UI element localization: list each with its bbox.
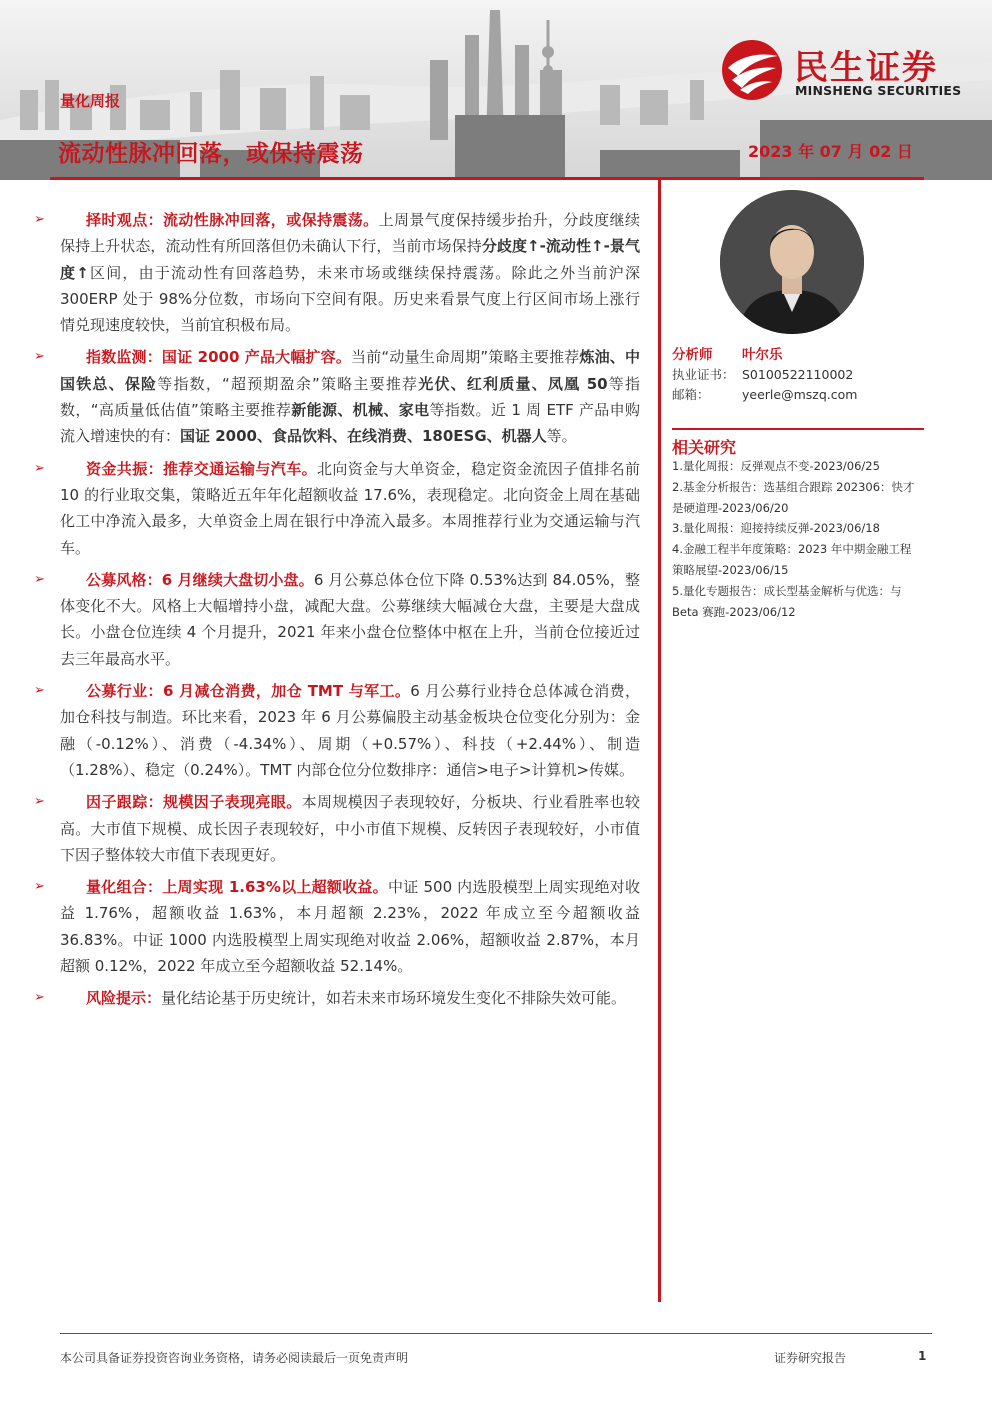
analyst-portrait-image bbox=[720, 190, 864, 334]
paragraph-text: 中证 500 内选股模型上周实现绝对收益 1.76%，超额收益 1.63%，本月超额 2.23%，2022 年成立至今超额收益 36.83%。中证 1000 内选股模型上周实现绝对收益 2.06%，超额收益 2.87%，本月超额 0.12%，2022 年成立至今超额收益 52.14%。 bbox=[60, 878, 640, 976]
report-title: 流动性脉冲回落，或保持震荡 bbox=[58, 141, 364, 167]
paragraph-text: 等指数，“超预期盈余”策略主要推荐 bbox=[157, 374, 419, 393]
paragraph-lead: 量化组合：上周实现 1.63%以上超额收益。 bbox=[86, 878, 388, 897]
footer-disclaimer: 本公司具备证券投资咨询业务资格，请务必阅读最后一页免责声明 bbox=[60, 1351, 409, 1365]
logo-text-en: MINSHENG SECURITIES bbox=[795, 83, 962, 98]
paragraph-lead: 资金共振：推荐交通运输与汽车。 bbox=[86, 459, 317, 478]
logo-text-cn: 民生证券 bbox=[794, 48, 938, 88]
paragraph-bold: 光伏、红利质量、凤凰 50 bbox=[418, 374, 608, 393]
page-number: 1 bbox=[918, 1349, 927, 1363]
paragraph-factor-tracking bbox=[34, 789, 640, 868]
paragraph-text: 北向资金与大单资金，稳定资金流因子值排名前 10 的行业取交集，策略近五年年化超额收益 17.6%，表现稳定。北向资金上周在基础化工中净流入最多，大单资金上周在银行中净流入最多。本周推荐行业为交通运输与汽车。 bbox=[60, 459, 640, 557]
related-research-list bbox=[672, 456, 920, 622]
related-research-title: 相关研究 bbox=[672, 428, 924, 456]
bullet-arrow-icon: ➢ bbox=[34, 349, 45, 365]
email-row bbox=[672, 384, 924, 404]
paragraph-bold: 新能源、机械、家电 bbox=[291, 401, 430, 420]
paragraph-lead: 指数监测：国证 2000 产品大幅扩容。 bbox=[86, 348, 352, 367]
paragraph-fund-industry bbox=[34, 678, 640, 783]
bullet-arrow-icon: ➢ bbox=[34, 683, 45, 699]
paragraph-text: 本周规模因子表现较好，分板块、行业看胜率也较高。大市值下规模、成长因子表现较好，中小市值下规模、反转因子表现较好，小市值下因子整体较大市值下表现更好。 bbox=[60, 793, 640, 864]
cert-label: 执业证书： bbox=[672, 367, 735, 382]
bullet-arrow-icon: ➢ bbox=[34, 571, 45, 587]
paragraph-text: 量化结论基于历史统计，如若未来市场环境发生变化不排除失效可能。 bbox=[161, 989, 627, 1008]
paragraph-text: 6 月公募总体仓位下降 0.53%达到 84.05%，整体变化不大。风格上大幅增持小盘，减配大盘。公募继续大幅减仓大盘，主要是大盘成长。小盘仓位连续 4 个月提升，2021 年来小盘仓位整体中枢在上升，当前仓位接近过去三年最高水平。 bbox=[60, 570, 640, 668]
cert-row bbox=[672, 364, 924, 384]
cert-value: S0100522110002 bbox=[742, 366, 854, 382]
paragraph-timing bbox=[34, 207, 640, 338]
analyst-name: 叶尔乐 bbox=[742, 347, 783, 363]
email-link[interactable]: yeerle@mszq.com bbox=[742, 386, 858, 402]
paragraph-text: 当前“动量生命周期”策略主要推荐 bbox=[351, 348, 580, 367]
summary-column bbox=[34, 207, 640, 1018]
bullet-arrow-icon: ➢ bbox=[34, 879, 45, 895]
column-divider bbox=[658, 180, 661, 1302]
bullet-arrow-icon: ➢ bbox=[34, 794, 45, 810]
report-type: 量化周报 bbox=[60, 92, 121, 110]
paragraph-index-monitor bbox=[34, 344, 640, 449]
paragraph-quant-portfolio bbox=[34, 874, 640, 979]
paragraph-text: 区间，由于流动性有回落趋势，未来市场或继续保持震荡。除此之外当前沪深 300ERP 处于 98%分位数，市场向下空间有限。历史来看景气度上行区间市场上涨行情兑现速度较快，当前宜积极布局。 bbox=[60, 263, 640, 335]
header-divider bbox=[50, 177, 924, 180]
paragraph-lead: 风险提示： bbox=[86, 989, 162, 1008]
company-logo[interactable] bbox=[718, 38, 968, 102]
related-research-item[interactable]: 5.量化专题报告：成长型基金解析与优选：与 Beta 赛跑-2023/06/12 bbox=[672, 583, 902, 619]
related-research-item[interactable]: 2.基金分析报告：选基组合跟踪 202306：快才是硬道理-2023/06/20 bbox=[672, 479, 915, 515]
analyst-label: 分析师 bbox=[672, 347, 713, 363]
paragraph-bold: 炼油、中国铁总、保险 bbox=[60, 348, 640, 393]
paragraph-risk-warning bbox=[34, 985, 640, 1011]
bullet-arrow-icon: ➢ bbox=[34, 990, 45, 1006]
paragraph-bold: 分歧度↑-流动性↑-景气度↑ bbox=[60, 237, 640, 282]
paragraph-fund-style bbox=[34, 567, 640, 672]
related-research-item[interactable]: 1.量化周报：反弹观点不变-2023/06/25 bbox=[672, 459, 880, 473]
minsheng-logo-icon bbox=[718, 38, 786, 102]
header-banner bbox=[0, 0, 992, 180]
email-label: 邮箱： bbox=[672, 387, 710, 402]
paragraph-lead: 因子跟踪：规模因子表现亮眼。 bbox=[86, 793, 302, 812]
paragraph-text: 等指数，“高质量低估值”策略主要推荐 bbox=[60, 374, 640, 420]
paragraph-text: 等指数。近 1 周 ETF 产品申购流入增速快的有： bbox=[60, 401, 640, 446]
analyst-info bbox=[672, 342, 924, 404]
footer-doc-type: 证券研究报告 bbox=[774, 1351, 847, 1365]
paragraph-fund-resonance bbox=[34, 456, 640, 561]
paragraph-text: 等。 bbox=[546, 427, 577, 446]
footer-divider bbox=[60, 1333, 932, 1334]
related-research-item[interactable]: 4.金融工程半年度策略：2023 年中期金融工程策略展望-2023/06/15 bbox=[672, 542, 912, 577]
paragraph-text: 6 月公募行业持仓总体减仓消费，加仓科技与制造。环比来看，2023 年 6 月公募偏股主动基金板块仓位变化分别为：金融（-0.12%）、消费（-4.34%）、周期（+0.57%）、科技（+2.44%）、制造（1.28%）、稳定（0.24%）。TMT 内部仓位分位数排序：通信>电子>计算机>传媒。 bbox=[60, 682, 640, 779]
paragraph-text: 上周景气度保持缓步抬升，分歧度继续保持上升状态，流动性有所回落但仍未确认下行，当前市场保持 bbox=[60, 211, 640, 256]
analyst-photo bbox=[720, 190, 864, 334]
report-date: 2023 年 07 月 02 日 bbox=[748, 142, 913, 161]
related-research-item[interactable]: 3.量化周报：迎接持续反弹-2023/06/18 bbox=[672, 521, 880, 536]
paragraph-lead: 公募行业：6 月减仓消费，加仓 TMT 与军工。 bbox=[86, 682, 411, 701]
bullet-arrow-icon: ➢ bbox=[34, 460, 45, 476]
paragraph-lead: 择时观点：流动性脉冲回落，或保持震荡。 bbox=[86, 211, 379, 229]
paragraph-bold: 国证 2000、食品饮料、在线消费、180ESG、机器人 bbox=[180, 427, 547, 446]
paragraph-lead: 公募风格：6 月继续大盘切小盘。 bbox=[86, 570, 314, 589]
analyst-row bbox=[672, 342, 924, 364]
bullet-arrow-icon: ➢ bbox=[34, 212, 45, 227]
